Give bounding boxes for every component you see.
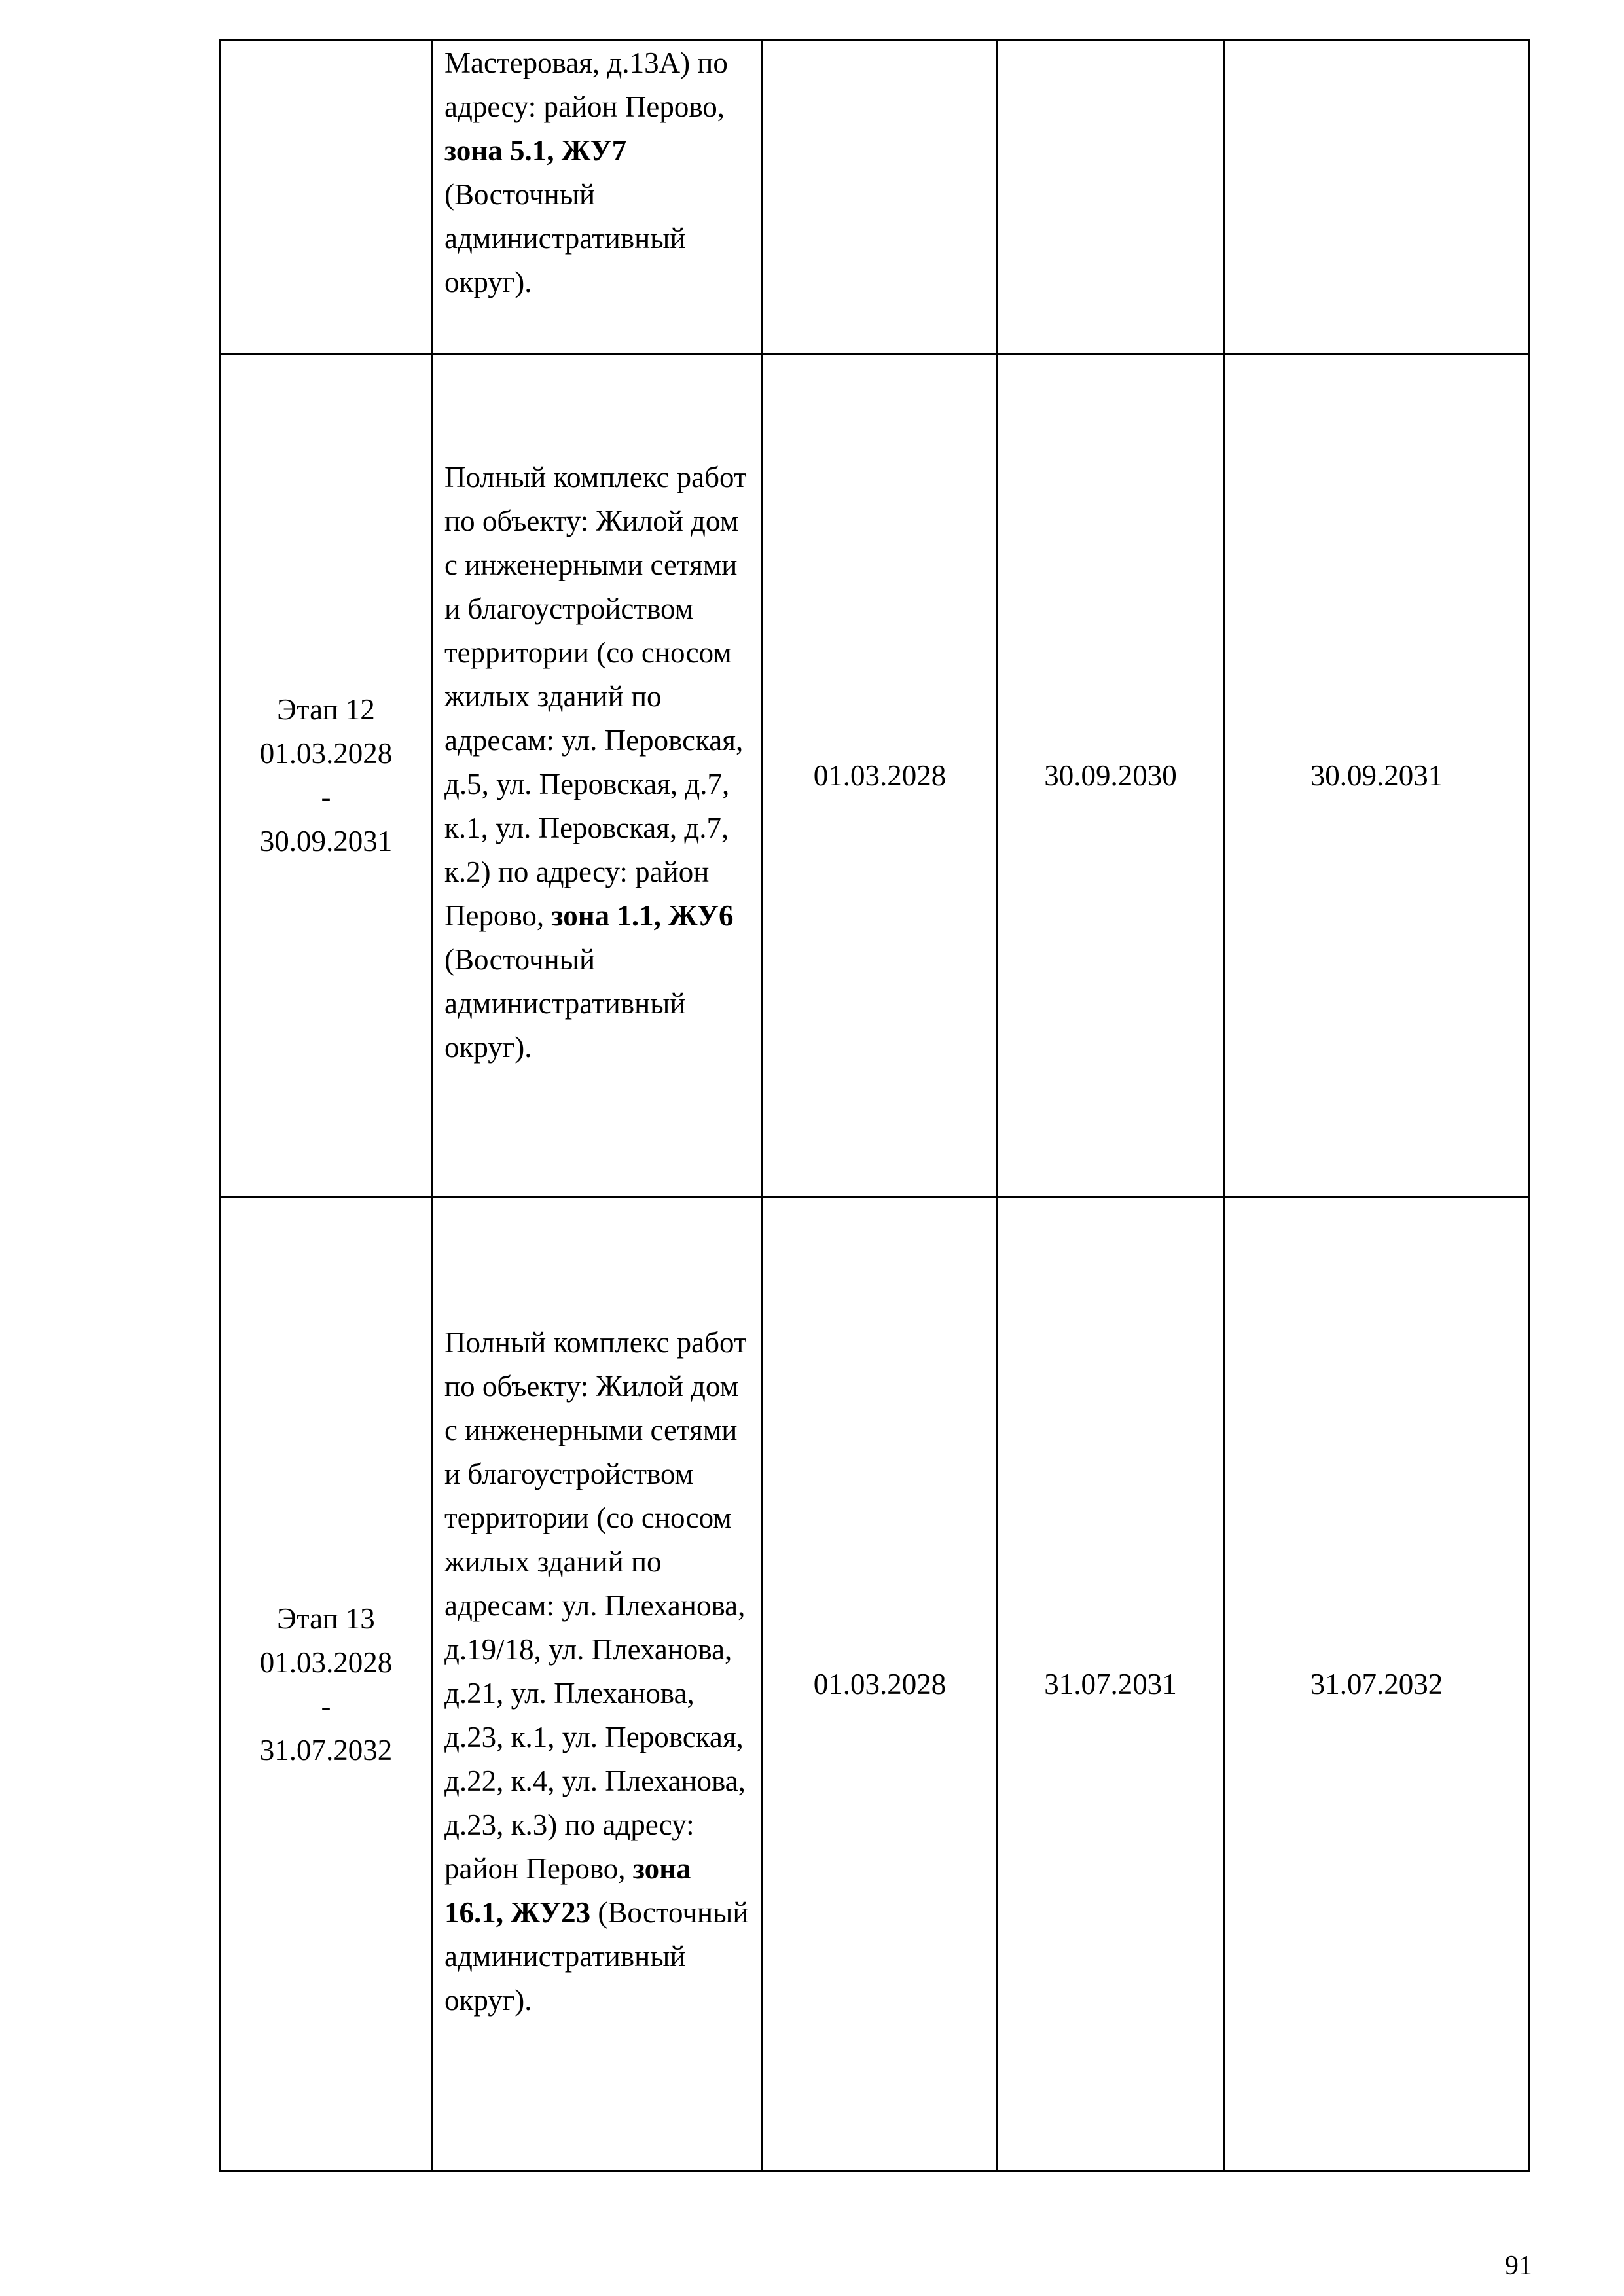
stage-start: 01.03.2028: [259, 1645, 393, 1679]
description-cell: [432, 354, 763, 1198]
stage-cell: [221, 41, 432, 354]
stage-start: 01.03.2028: [259, 737, 393, 770]
description-cell: [432, 1198, 763, 2172]
zone-label: зона 16.1, ЖУ23: [444, 1852, 691, 1929]
description-cell: [432, 41, 763, 354]
table-row: [221, 354, 1530, 1198]
schedule-table: [219, 39, 1530, 2172]
stage-dash: -: [321, 1689, 331, 1723]
stage-dash: -: [321, 781, 331, 814]
final-date-cell: 31.07.2032: [1224, 1198, 1530, 2172]
final-date-cell: 30.09.2031: [1224, 354, 1530, 1198]
stage-cell: [221, 1198, 432, 2172]
stage-label: Этап 12: [277, 693, 375, 726]
table-row: [221, 41, 1530, 354]
stage-label: Этап 13: [277, 1602, 375, 1635]
start-date-cell: 01.03.2028: [763, 1198, 998, 2172]
zone-label: зона 1.1, ЖУ6: [551, 899, 734, 932]
end-date-cell: 30.09.2030: [998, 354, 1224, 1198]
description-text: Мастеровая, д.13А) по адресу: район Перово,: [444, 46, 728, 123]
description-text: Полный комплекс работ по объекту: Жилой дом с инженерными сетями и благоустройством территории (со сносом жилых зданий по адресам: ул. Плеханова, д.19/18, ул. Плеханова, д.21, ул. Плеханова, д.23, к.1, ул. Перовская, д.22, к.4, ул. Плеханова, д.23, к.3) по адресу: район Перово,: [444, 1325, 747, 1885]
page-number: 91: [1505, 2251, 1532, 2281]
end-date-cell: 31.07.2031: [998, 1198, 1224, 2172]
description-text: (Восточный административный округ).: [444, 943, 686, 1064]
zone-label: зона 5.1, ЖУ7: [444, 134, 627, 167]
start-date-cell: 01.03.2028: [763, 354, 998, 1198]
description-text: (Восточный административный округ).: [444, 178, 686, 298]
end-date-cell: [998, 41, 1224, 354]
description-text: (Восточный административный округ).: [444, 1895, 749, 2017]
final-date-cell: [1224, 41, 1530, 354]
stage-end: 30.09.2031: [259, 825, 393, 857]
stage-cell: [221, 354, 432, 1198]
start-date-cell: [763, 41, 998, 354]
description-text: Полный комплекс работ по объекту: Жилой дом с инженерными сетями и благоустройством территории (со сносом жилых зданий по адресам: ул. Перовская, д.5, ул. Перовская, д.7, к.1, ул. Перовская, д.7, к.2) по адресу: район Перово,: [444, 461, 747, 932]
stage-end: 31.07.2032: [259, 1733, 393, 1767]
table-row: [221, 1198, 1530, 2172]
